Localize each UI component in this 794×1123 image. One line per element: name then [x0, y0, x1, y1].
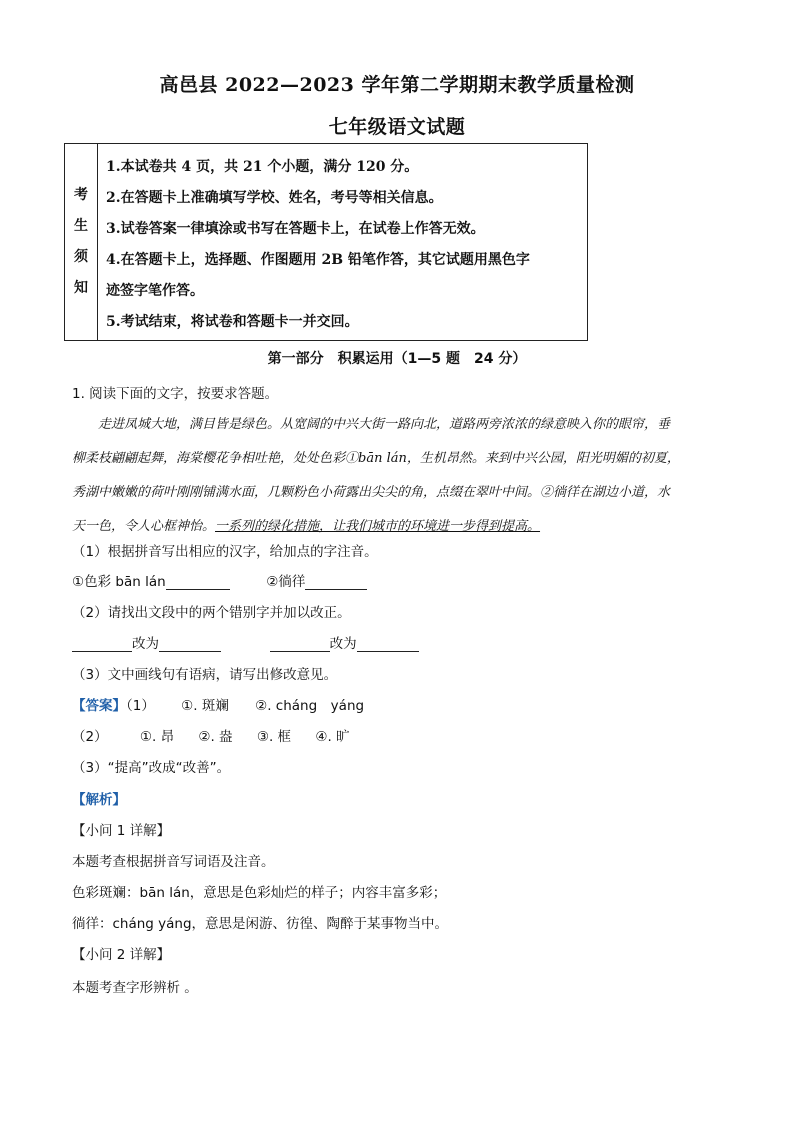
analysis-tag-text: 【解析】 — [72, 792, 126, 808]
answer-item: ①. 斑斓 — [181, 698, 229, 714]
passage-line — [72, 510, 722, 544]
passage-line: 秀湖中嫩嫩的荷叶刚刚铺满水面，几颗粉色小荷露出尖尖的角，点缀在翠叶中间。②徜徉在湖边小道，水 — [72, 485, 671, 500]
analysis-sub2-head: 【小问 2 详解】 — [72, 947, 171, 963]
answer-item: ①. 昂 — [139, 729, 175, 745]
answer-blank[interactable] — [166, 575, 230, 590]
answer-item: ④. 旷 — [315, 729, 350, 745]
passage-line: 柳柔枝翩翩起舞，海棠樱花争相吐艳，处处色彩①bān lán，生机昂然。来到中兴公园，阳光明媚的初夏， — [72, 451, 680, 466]
sub-question-2: （2）请找出文段中的两个错别字并加以改正。 — [72, 605, 351, 621]
answer-blank[interactable] — [357, 637, 419, 652]
answer-blank[interactable] — [72, 637, 132, 652]
blank-label: ②徜徉 — [266, 574, 306, 590]
passage-line: 走进凤城大地，满目皆是绿色。从宽阔的中兴大街一路向北，道路两旁浓浓的绿意映入你的眼帘，垂 — [98, 417, 671, 432]
exam-title: 高邑县 2022—2023 学年第二学期期末教学质量检测 — [159, 74, 635, 96]
analysis-sub1-head: 【小问 1 详解】 — [72, 823, 171, 839]
notice-item: 迹签字笔作答。 — [106, 283, 204, 299]
notice-label-char: 须 — [74, 249, 88, 265]
change-label: 改为 — [329, 636, 357, 652]
analysis-text: 本题考查根据拼音写词语及注音。 — [72, 854, 275, 870]
answer-tag: 【答案】 — [72, 698, 126, 714]
answer-item: ②. 盎 — [198, 729, 233, 745]
answer-blank[interactable] — [270, 637, 330, 652]
notice-label — [65, 144, 98, 340]
answer-num: （2） — [72, 729, 108, 745]
notice-item: 2.在答题卡上准确填写学校、姓名，考号等相关信息。 — [106, 190, 443, 206]
analysis-tag — [72, 788, 126, 808]
blank-label: ①色彩 bān lán — [72, 574, 166, 590]
candidate-notice-box — [64, 143, 588, 341]
sub-question-2-blanks — [72, 632, 419, 652]
notice-items — [98, 144, 587, 340]
notice-item: 3.试卷答案一律填涂或书写在答题卡上，在试卷上作答无效。 — [106, 221, 485, 237]
notice-item: 1.本试卷共 4 页，共 21 个小题，满分 120 分。 — [106, 159, 419, 175]
passage-text: 天一色，令人心框神怡。 — [72, 519, 216, 534]
sub-question-1: （1）根据拼音写出相应的汉字，给加点的字注音。 — [72, 544, 378, 560]
analysis-text: 色彩斑斓：bān lán，意思是色彩灿烂的样子；内容丰富多彩； — [72, 885, 447, 901]
answer-blank[interactable] — [305, 575, 367, 590]
sub-question-1-blanks — [72, 570, 367, 590]
notice-label-char: 生 — [74, 218, 88, 234]
reading-passage — [72, 408, 722, 544]
analysis-text: 本题考查字形辨析 。 — [72, 980, 198, 996]
answer-num: （1） — [126, 698, 155, 714]
notice-item: 4.在答题卡上，选择题、作图题用 2B 铅笔作答，其它试题用黑色字 — [106, 252, 530, 268]
answer-item: ②. cháng yáng — [255, 698, 365, 714]
analysis-text: 徜徉：cháng yáng，意思是闲游、彷徨、陶醉于某事物当中。 — [72, 916, 449, 932]
sub-question-3: （3）文中画线句有语病，请写出修改意见。 — [72, 667, 338, 683]
answer-blank[interactable] — [159, 637, 221, 652]
answer-line-2 — [72, 725, 350, 745]
change-label: 改为 — [132, 636, 159, 652]
notice-label-char: 考 — [74, 187, 88, 203]
underlined-sentence: 一系列的绿化措施，让我们城市的环境进一步得到提高。 — [215, 519, 541, 534]
section-heading: 第一部分 积累运用（1—5 题 24 分） — [267, 351, 527, 367]
answer-line-3: （3）“提高”改成“改善”。 — [72, 760, 231, 776]
answer-line-1 — [72, 694, 364, 714]
notice-item: 5.考试结束，将试卷和答题卡一并交回。 — [106, 314, 359, 330]
question-stem: 1. 阅读下面的文字，按要求答题。 — [72, 386, 279, 402]
exam-subtitle: 七年级语文试题 — [328, 116, 466, 138]
answer-item: ③. 框 — [256, 729, 292, 745]
notice-label-char: 知 — [74, 280, 88, 296]
